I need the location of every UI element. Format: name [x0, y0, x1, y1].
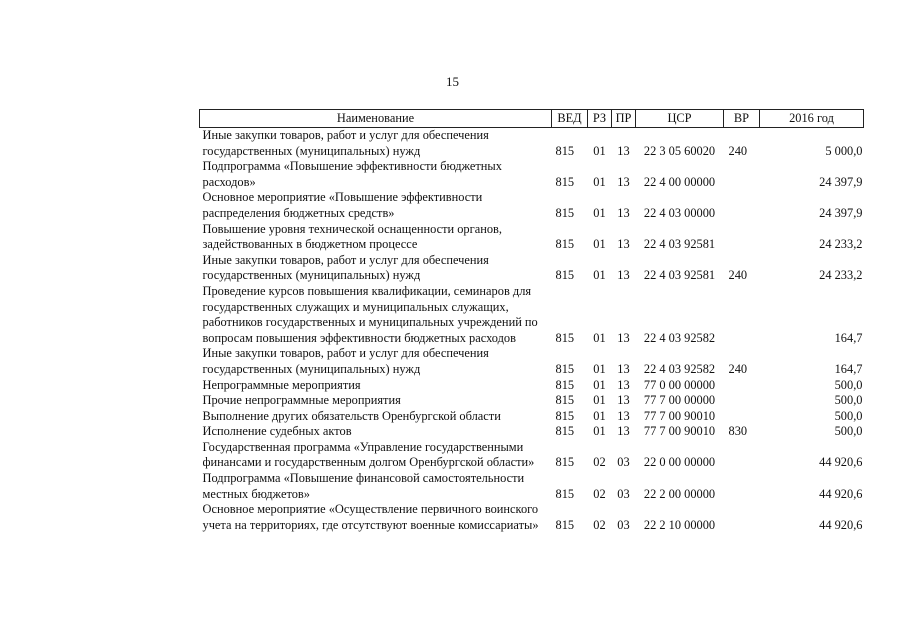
- cell-name: Государственная программа «Управление государственными финансами и государственным долгом Оренбургской области»: [202, 439, 535, 470]
- cell-rz: 01: [593, 237, 606, 252]
- table-row: [200, 471, 864, 502]
- cell-ved: 815: [555, 143, 575, 158]
- cell-ved: 815: [555, 517, 575, 532]
- cell-name: Повышение уровня технической оснащенности органов, задействованных в бюджетном процессе: [202, 221, 502, 252]
- cell-rz: 01: [593, 205, 606, 220]
- cell-csr: 22 4 03 92582: [643, 330, 716, 345]
- table-row: [200, 440, 864, 471]
- cell-csr: 22 4 03 92581: [643, 237, 716, 252]
- cell-amount: 44 920,6: [819, 517, 863, 532]
- cell-amount: 24 233,2: [819, 237, 863, 252]
- cell-rz: 01: [593, 361, 606, 376]
- table-row: [200, 346, 864, 377]
- cell-rz: 02: [593, 455, 606, 470]
- cell-vr: [724, 471, 760, 502]
- cell-ved: 815: [555, 361, 575, 376]
- budget-table: [199, 109, 864, 533]
- cell-amount: 500,0: [834, 393, 863, 408]
- table-row: [200, 128, 864, 160]
- cell-name: Проведение курсов повышения квалификации, семинаров для государственных служащих и муниципальных служащих, работников государственных и муниципальных учреждений по вопросам повышения эффективности бюджетных расходов: [202, 283, 538, 345]
- cell-name: Иные закупки товаров, работ и услуг для обеспечения государственных (муниципальных) нужд: [202, 346, 489, 376]
- cell-rz: 01: [593, 424, 606, 439]
- cell-pr: 13: [617, 424, 630, 439]
- cell-rz: 01: [593, 393, 606, 408]
- cell-ved: 815: [555, 424, 575, 439]
- cell-amount: 5 000,0: [825, 143, 863, 158]
- cell-pr: 13: [617, 330, 630, 345]
- cell-ved: 815: [555, 408, 575, 423]
- cell-amount: 24 233,2: [819, 268, 863, 283]
- cell-pr: 13: [617, 143, 630, 158]
- cell-csr: 77 7 00 00000: [643, 393, 716, 408]
- header-year: 2016 год: [760, 110, 864, 128]
- cell-rz: 02: [593, 517, 606, 532]
- cell-csr: 77 7 00 90010: [643, 424, 716, 439]
- table-row: [200, 253, 864, 284]
- header-csr: ЦСР: [636, 110, 724, 128]
- cell-name: Непрограммные мероприятия: [202, 377, 361, 392]
- cell-ved: 815: [555, 486, 575, 501]
- cell-rz: 01: [593, 377, 606, 392]
- cell-pr: 13: [617, 393, 630, 408]
- cell-pr: 13: [617, 205, 630, 220]
- cell-csr: 22 2 00 00000: [643, 486, 716, 501]
- cell-rz: 02: [593, 486, 606, 501]
- cell-vr: 240: [728, 143, 748, 158]
- cell-csr: 22 3 05 60020: [643, 143, 716, 158]
- cell-csr: 22 4 03 92582: [643, 361, 716, 376]
- cell-name: Иные закупки товаров, работ и услуг для обеспечения государственных (муниципальных) нужд: [202, 252, 489, 283]
- cell-ved: 815: [555, 268, 575, 283]
- cell-vr: [724, 409, 760, 425]
- cell-amount: 500,0: [834, 408, 863, 423]
- cell-name: Подпрограмма «Повышение финансовой самостоятельности местных бюджетов»: [202, 471, 525, 501]
- cell-rz: 01: [593, 143, 606, 158]
- cell-ved: 815: [555, 393, 575, 408]
- header-rz: РЗ: [588, 110, 612, 128]
- cell-vr: 240: [728, 361, 748, 376]
- cell-amount: 164,7: [834, 330, 863, 345]
- cell-vr: 240: [728, 268, 748, 283]
- cell-ved: 815: [555, 205, 575, 220]
- cell-csr: 22 2 10 00000: [643, 517, 716, 532]
- table-row: [200, 190, 864, 221]
- cell-vr: [724, 222, 760, 253]
- header-vr: ВР: [724, 110, 760, 128]
- cell-pr: 13: [617, 174, 630, 189]
- cell-pr: 03: [617, 455, 630, 470]
- cell-name: Основное мероприятие «Осуществление первичного воинского учета на территориях, где отсутствуют военные комиссариаты»: [202, 502, 539, 532]
- cell-ved: 815: [555, 237, 575, 252]
- table-row: [200, 393, 864, 409]
- cell-amount: 164,7: [834, 361, 863, 376]
- table-header-row: [200, 110, 864, 128]
- page-number: 15: [446, 74, 459, 89]
- cell-csr: 22 0 00 00000: [643, 455, 716, 470]
- cell-ved: 815: [555, 377, 575, 392]
- cell-csr: 22 4 00 00000: [643, 174, 716, 189]
- cell-name: Исполнение судебных актов: [202, 424, 352, 439]
- cell-ved: 815: [555, 455, 575, 470]
- cell-pr: 13: [617, 361, 630, 376]
- cell-rz: 01: [593, 174, 606, 189]
- cell-amount: 500,0: [834, 424, 863, 439]
- cell-pr: 13: [617, 377, 630, 392]
- cell-pr: 13: [617, 237, 630, 252]
- cell-vr: 830: [728, 424, 748, 439]
- cell-amount: 24 397,9: [819, 174, 863, 189]
- table-row: [200, 284, 864, 346]
- table-row: [200, 502, 864, 533]
- cell-amount: 44 920,6: [819, 486, 863, 501]
- table-row: [200, 378, 864, 394]
- cell-name: Прочие непрограммные мероприятия: [202, 393, 401, 408]
- header-ved: ВЕД: [552, 110, 588, 128]
- cell-rz: 01: [593, 268, 606, 283]
- table-row: [200, 424, 864, 440]
- cell-vr: [724, 393, 760, 409]
- cell-amount: 24 397,9: [819, 205, 863, 220]
- cell-vr: [724, 159, 760, 190]
- cell-csr: 22 4 03 00000: [643, 205, 716, 220]
- table-row: [200, 159, 864, 190]
- header-name: Наименование: [200, 110, 552, 128]
- cell-ved: 815: [555, 330, 575, 345]
- cell-rz: 01: [593, 330, 606, 345]
- cell-pr: 13: [617, 408, 630, 423]
- table-row: [200, 409, 864, 425]
- cell-ved: 815: [555, 174, 575, 189]
- cell-vr: [724, 190, 760, 221]
- cell-vr: [724, 502, 760, 533]
- cell-name: Подпрограмма «Повышение эффективности бюджетных расходов»: [202, 159, 502, 189]
- cell-csr: 22 4 03 92581: [643, 268, 716, 283]
- cell-name: Выполнение других обязательств Оренбургской области: [202, 408, 501, 423]
- cell-vr: [724, 284, 760, 346]
- cell-name: Иные закупки товаров, работ и услуг для обеспечения государственных (муниципальных) нужд: [202, 128, 489, 158]
- cell-csr: 77 0 00 00000: [643, 377, 716, 392]
- cell-vr: [724, 440, 760, 471]
- header-pr: ПР: [612, 110, 636, 128]
- cell-pr: 03: [617, 517, 630, 532]
- cell-pr: 03: [617, 486, 630, 501]
- cell-vr: [724, 378, 760, 394]
- table-row: [200, 222, 864, 253]
- cell-csr: 77 7 00 90010: [643, 408, 716, 423]
- cell-rz: 01: [593, 408, 606, 423]
- cell-amount: 500,0: [834, 377, 863, 392]
- cell-amount: 44 920,6: [819, 455, 863, 470]
- cell-pr: 13: [617, 268, 630, 283]
- cell-name: Основное мероприятие «Повышение эффективности распределения бюджетных средств»: [202, 190, 483, 220]
